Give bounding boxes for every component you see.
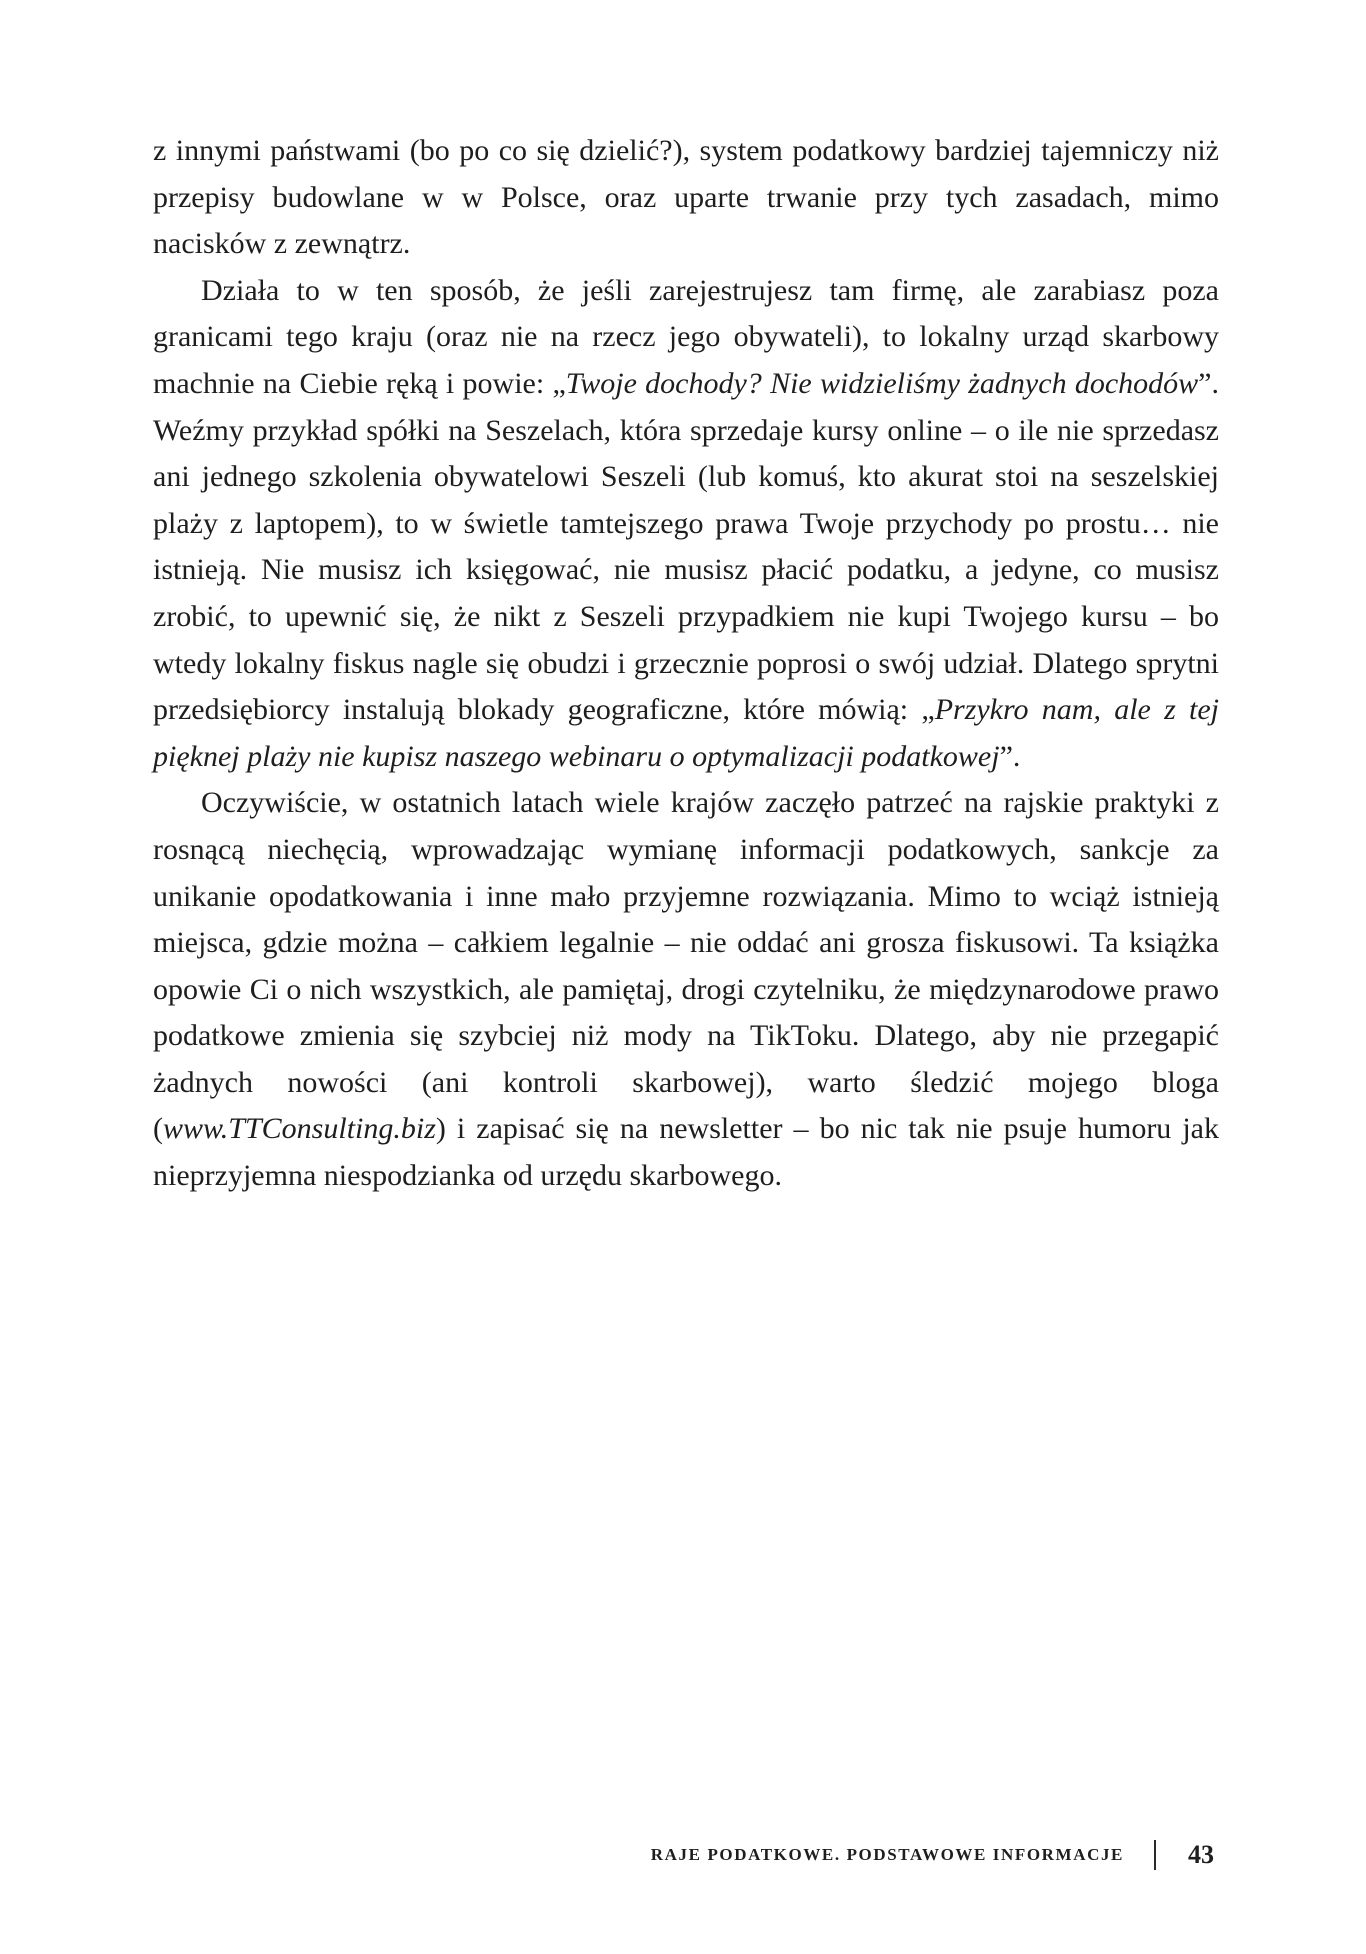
- page-number: 43: [1188, 1840, 1214, 1869]
- blog-url: www.TTConsulting.biz: [163, 1112, 436, 1146]
- footer-divider: [1154, 1840, 1156, 1870]
- paragraph-2: [153, 268, 1219, 781]
- paragraph-1: [153, 128, 1219, 268]
- paragraph-2-text-c: ”.: [999, 739, 1021, 773]
- quote-geo-block: Przykro nam, ale z tej pięknej plaży nie kupisz naszego webinaru o optymalizacji podatkowej: [153, 693, 1220, 773]
- paragraph-3: [153, 780, 1219, 1199]
- page-footer: [651, 1840, 1214, 1870]
- paragraph-2-text-b: ”. Weźmy przykład spółki na Seszelach, która sprzedaje kursy online – o ile nie sprzedasz ani jednego szkolenia obywatelowi Seszeli (lub komuś, kto akurat stoi na seszelskiej plaży z laptopem), to w świetle tamtejszego prawa Twoje przychody po prostu… nie istnieją. Nie musisz ich księgować, nie musisz płacić podatku, a jedyne, co musisz zrobić, to upewnić się, że nikt z Seszeli przypadkiem nie kupi Twojego kursu – bo wtedy lokalny fiskus nagle się obudzi i grzecznie poprosi o swój udział. Dlatego sprytni przedsiębiorcy instalują blokady geograficzne, które mówią: „: [153, 366, 1219, 727]
- paragraph-3-text-a: Oczywiście, w ostatnich latach wiele krajów zaczęło patrzeć na rajskie praktyki z rosnącą niechęcią, wprowadzając wymianę informacji podatkowych, sankcje za unikanie opodatkowania i inne mało przyjemne rozwiązania. Mimo to wciąż istnieją miejsca, gdzie można – całkiem legalnie – nie oddać ani grosza fiskusowi. Ta książka opowie Ci o nich wszystkich, ale pamiętaj, drogi czytelniku, że międzynarodowe prawo podatkowe zmienia się szybciej niż mody na TikToku. Dlatego, aby nie przegapić żadnych nowości (ani kontroli skarbowej), warto śledzić mojego bloga (: [153, 786, 1219, 1146]
- quote-no-income: Twoje dochody? Nie widzieliśmy żadnych dochodów: [565, 366, 1199, 400]
- running-head: RAJE PODATKOWE. PODSTAWOWE INFORMACJE: [650, 1845, 1124, 1864]
- paragraph-1-text: z innymi państwami (bo po co się dzielić?), system podatkowy bardziej tajemniczy niż przepisy budowlane w w Polsce, oraz uparte trwanie przy tych zasadach, mimo nacisków z zewnątrz.: [153, 134, 1219, 261]
- paragraph-3-text-b: ) i zapisać się na newsletter – bo nic tak nie psuje humoru jak nieprzyjemna niespodzianka od urzędu skarbowego.: [153, 1112, 1219, 1193]
- paragraph-2-text-a: Działa to w ten sposób, że jeśli zarejestrujesz tam firmę, ale zarabiasz poza granicami tego kraju (oraz nie na rzecz jego obywateli), to lokalny urząd skarbowy machnie na Ciebie ręką i powie: „: [153, 273, 1219, 400]
- body-text: [153, 128, 1219, 1200]
